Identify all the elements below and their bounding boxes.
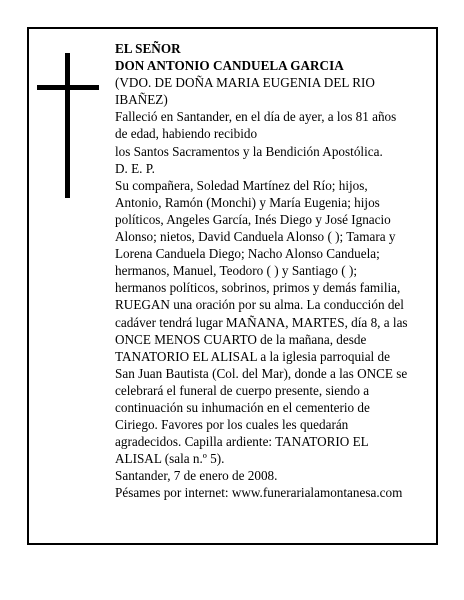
title-line-1: EL SEÑOR [115, 41, 181, 56]
body-line: Lorena Canduela Diego; Nacho Alonso Canduela; [115, 246, 380, 262]
body-line: Su compañera, Soledad Martínez del Río; hijos, [115, 177, 368, 193]
body-line: políticos, Angeles García, Inés Diego y José Ignacio [115, 211, 391, 227]
body-line: TANATORIO EL ALISAL a la iglesia parroquial de [115, 348, 390, 364]
body-line: D. E. P. [115, 160, 155, 176]
cross-horizontal-bar [37, 85, 99, 90]
deceased-name: DON ANTONIO CANDUELA GARCIA [115, 58, 344, 74]
body-line: ONCE MENOS CUARTO de la mañana, desde [115, 331, 367, 347]
widower-line-2: IBAÑEZ) [115, 92, 168, 108]
body-line: los Santos Sacramentos y la Bendición Apostólica. [115, 143, 383, 159]
cross-vertical-bar [65, 53, 70, 198]
condolences-line: Pésames por internet: www.funerarialamontanesa.com [115, 485, 403, 501]
body-line: continuación su inhumación en el cementerio de [115, 399, 370, 415]
body-line: de edad, habiendo recibido [115, 126, 258, 142]
body-line: Antonio, Ramón (Monchi) y María Eugenia; hijos [115, 194, 380, 210]
body-line: agradecidos. Capilla ardiente: TANATORIO EL [115, 434, 369, 450]
body-line: Alonso; nietos, David Canduela Alonso ( ); Tamara y [115, 229, 396, 245]
body-line: Ciriego. Favores por los cuales les quedarán [115, 417, 349, 433]
body-line: RUEGAN una oración por su alma. La conducción del [115, 297, 404, 313]
widower-line-1: (VDO. DE DOÑA MARIA EUGENIA DEL RIO [115, 75, 375, 91]
body-line: celebrará el funeral de cuerpo presente, siendo a [115, 382, 370, 398]
body-line: Falleció en Santander, en el día de ayer, a los 81 años [115, 109, 397, 125]
body-line: hermanos, Manuel, Teodoro ( ) y Santiago ( ); [115, 263, 358, 279]
body-line: ALISAL (sala n.º 5). [115, 451, 225, 467]
body-line: hermanos políticos, sobrinos, primos y demás familia, [115, 280, 401, 296]
date-line: Santander, 7 de enero de 2008. [115, 468, 278, 484]
body-line: San Juan Bautista (Col. del Mar), donde a las ONCE se [115, 365, 408, 381]
body-line: cadáver tendrá lugar MAÑANA, MARTES, día 8, a las [115, 314, 408, 330]
obituary-text [115, 40, 425, 502]
